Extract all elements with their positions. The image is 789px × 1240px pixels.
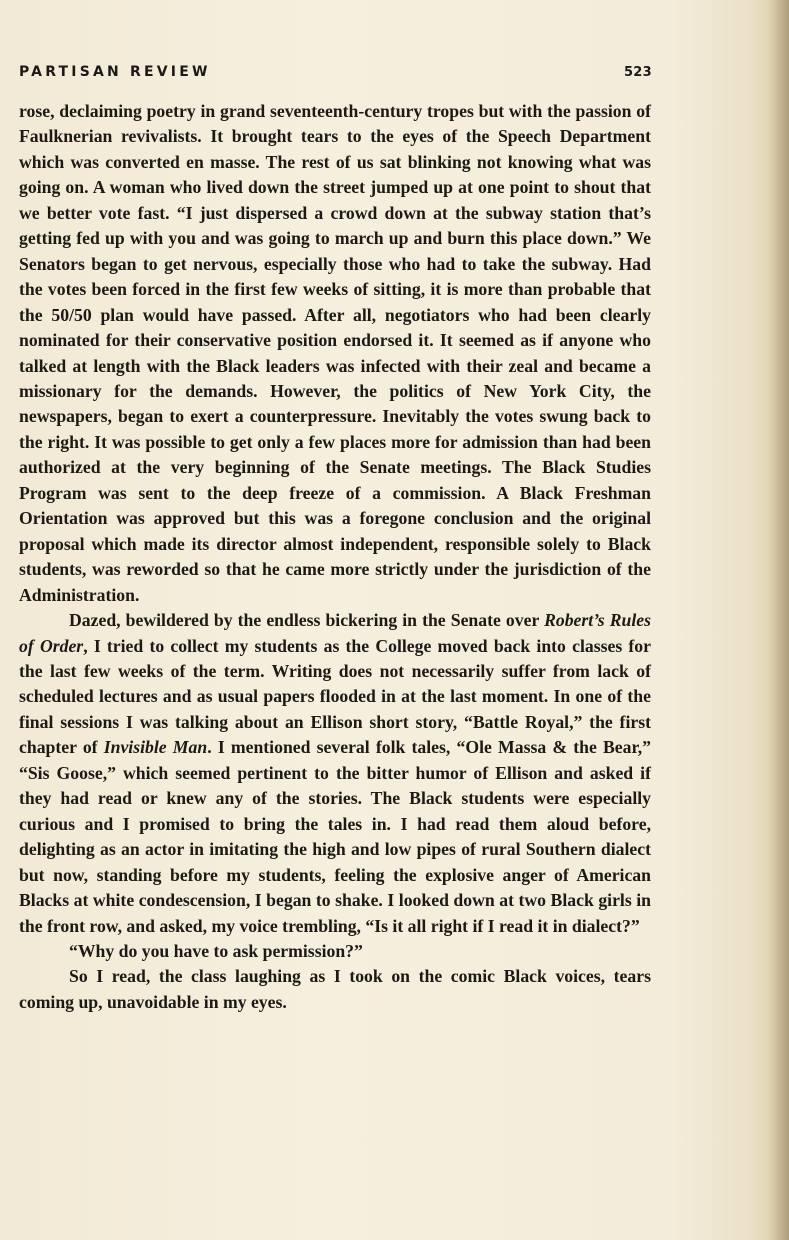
page-number: 523	[623, 64, 652, 80]
text-segment: rose, declaiming poetry in grand seventeenth-century tropes but with the passion of Faulknerian revivalists. It brought tears to the eyes of the Speech Department which was converted en masse. The rest of us sat blinking not knowing what was going on. A woman who lived down the street jumped up at one point to shout that we better vote fast. “I just dispersed a crowd down at the subway station that’s getting fed up with you and was going to march up and burn this place down.” We Senators began to get nervous, especially those who had to take the subway. Had the votes been forced in the first few weeks of sitting, it is more than probable that the 50/50 plan would have passed. After all, negotiators who had been clearly nominated for their conservative position endorsed it. It seemed as if anyone who talked at length with the Black leaders was infected with their zeal and became a missionary for the demands. However, the politics of New York City, the newspapers, began to exert a counterpressure. Inevitably the votes swung back to the right. It was possible to get only a few places more for admission than had been authorized at the very beginning of the Senate meetings. The Black Studies Program was sent to the deep freeze of a commission. A Black Freshman Orientation was approved but this was a foregone conclusion and the original proposal which made its director almost independent, responsible solely to Black students, was reworded so that he came more strictly under the jurisdiction of the Administration.	[19, 101, 651, 605]
page-header	[19, 62, 652, 82]
book-title-roberts-rules: Robert’s Rules of Order	[19, 610, 652, 656]
text-segment: , I tried to collect my students as the College moved back into classes for the last few weeks of the term. Writing does not necessarily suffer from lack of scheduled lectures and as usual papers flooded in at the last moment. In one of the final sessions I was talking about an Ellison short story, “Battle Royal,” the first chapter of	[19, 635, 652, 758]
paragraph-3	[19, 939, 651, 964]
article-body	[19, 99, 651, 1015]
text-segment: So I read, the class laughing as I took on the comic Black voices, tears coming up, unavoidable in my eyes.	[19, 966, 651, 1012]
paragraph-2	[19, 608, 651, 939]
paragraph-4	[19, 964, 651, 1015]
paragraph-1	[19, 99, 651, 608]
book-title-invisible-man: Invisible Man	[103, 737, 208, 758]
running-head: PARTISAN REVIEW	[19, 64, 211, 80]
text-segment: Dazed, bewildered by the endless bickering in the Senate over	[69, 610, 545, 631]
text-segment: . I mentioned several folk tales, “Ole Massa & the Bear,” “Sis Goose,” which seemed pertinent to the bitter humor of Ellison and asked if they had read or knew any of the stories. The Black students were especially curious and I promised to bring the tales in. I had read them aloud before, delighting as an actor in imitating the high and low pipes of rural Southern dialect but now, standing before my students, feeling the explosive anger of American Blacks at white condescension, I began to shake. I looked down at two Black girls in the front row, and asked, my voice trembling, “Is it all right if I read it in dialect?”	[19, 737, 651, 936]
text-segment: “Why do you have to ask permission?”	[69, 940, 363, 961]
page-binding-shadow	[767, 0, 789, 1240]
